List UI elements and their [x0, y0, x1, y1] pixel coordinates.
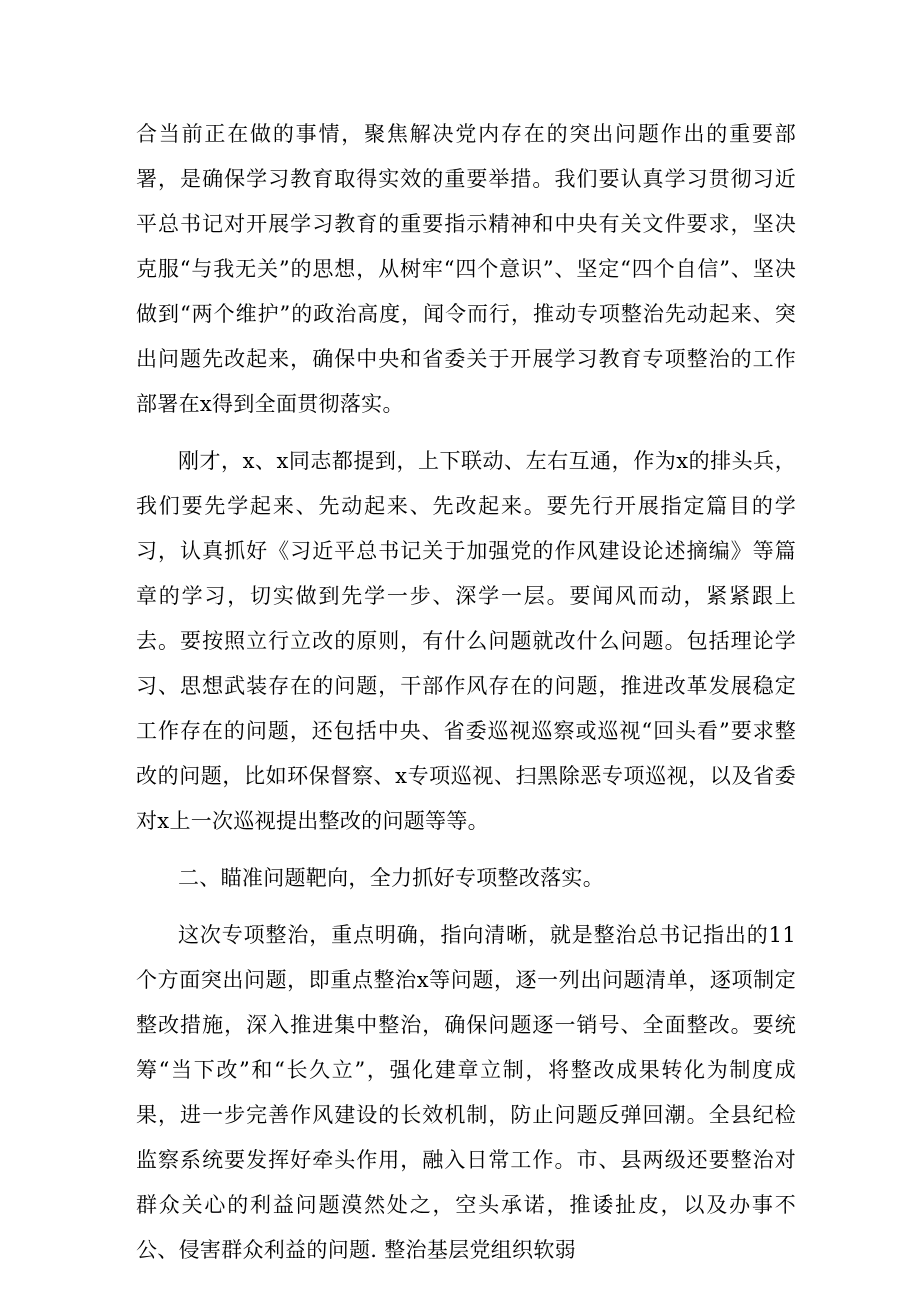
document-body	[136, 112, 796, 1285]
section-heading-two: 二、瞄准问题靶向，全力抓好专项整改落实。	[178, 866, 604, 890]
paragraph-continuation: 合当前正在做的事情，聚焦解决党内存在的突出问题作出的重要部署，是确保学习教育取得实效的重要举措。我们要认真学习贯彻习近平总书记对开展学习教育的重要指示精神和中央有关文件要求，坚决克服“与我无关”的思想，从树牢“四个意识”、坚定“四个自信”、坚决做到“两个维护”的政治高度，闻令而行，推动专项整治先动起来、突出问题先改起来，确保中央和省委关于开展学习教育专项整治的工作部署在x得到全面贯彻落实。	[136, 122, 796, 416]
paragraph-special-rectification: 这次专项整治，重点明确，指向清晰，就是整治总书记指出的11个方面突出问题，即重点整治x等问题，逐一列出问题清单，逐项制定整改措施，深入推进集中整治，确保问题逐一销号、全面整改。要统筹“当下改”和“长久立”，强化建章立制，将整改成果转化为制度成果，进一步完善作风建设的长效机制，防止问题反弹回潮。全县纪检监察系统要发挥好牵头作用，融入日常工作。市、县两级还要整治对群众关心的利益问题漠然处之，空头承诺，推诿扯皮，以及办事不公、侵害群众利益的问题. 整治基层党组织软弱	[136, 923, 796, 1262]
paragraph-study-first: 刚才，x、x同志都提到，上下联动、左右互通，作为x的排头兵，我们要先学起来、先动起来、先改起来。要先行开展指定篇目的学习，认真抓好《习近平总书记关于加强党的作风建设论述摘编》等篇章的学习，切实做到先学一步、深学一层。要闻风而动，紧紧跟上去。要按照立行立改的原则，有什么问题就改什么问题。包括理论学习、思想武装存在的问题，干部作风存在的问题，推进改革发展稳定工作存在的问题，还包括中央、省委巡视巡察或巡视“回头看”要求整改的问题，比如环保督察、x专项巡视、扫黑除恶专项巡视，以及省委对x上一次巡视提出整改的问题等等。	[136, 449, 796, 833]
